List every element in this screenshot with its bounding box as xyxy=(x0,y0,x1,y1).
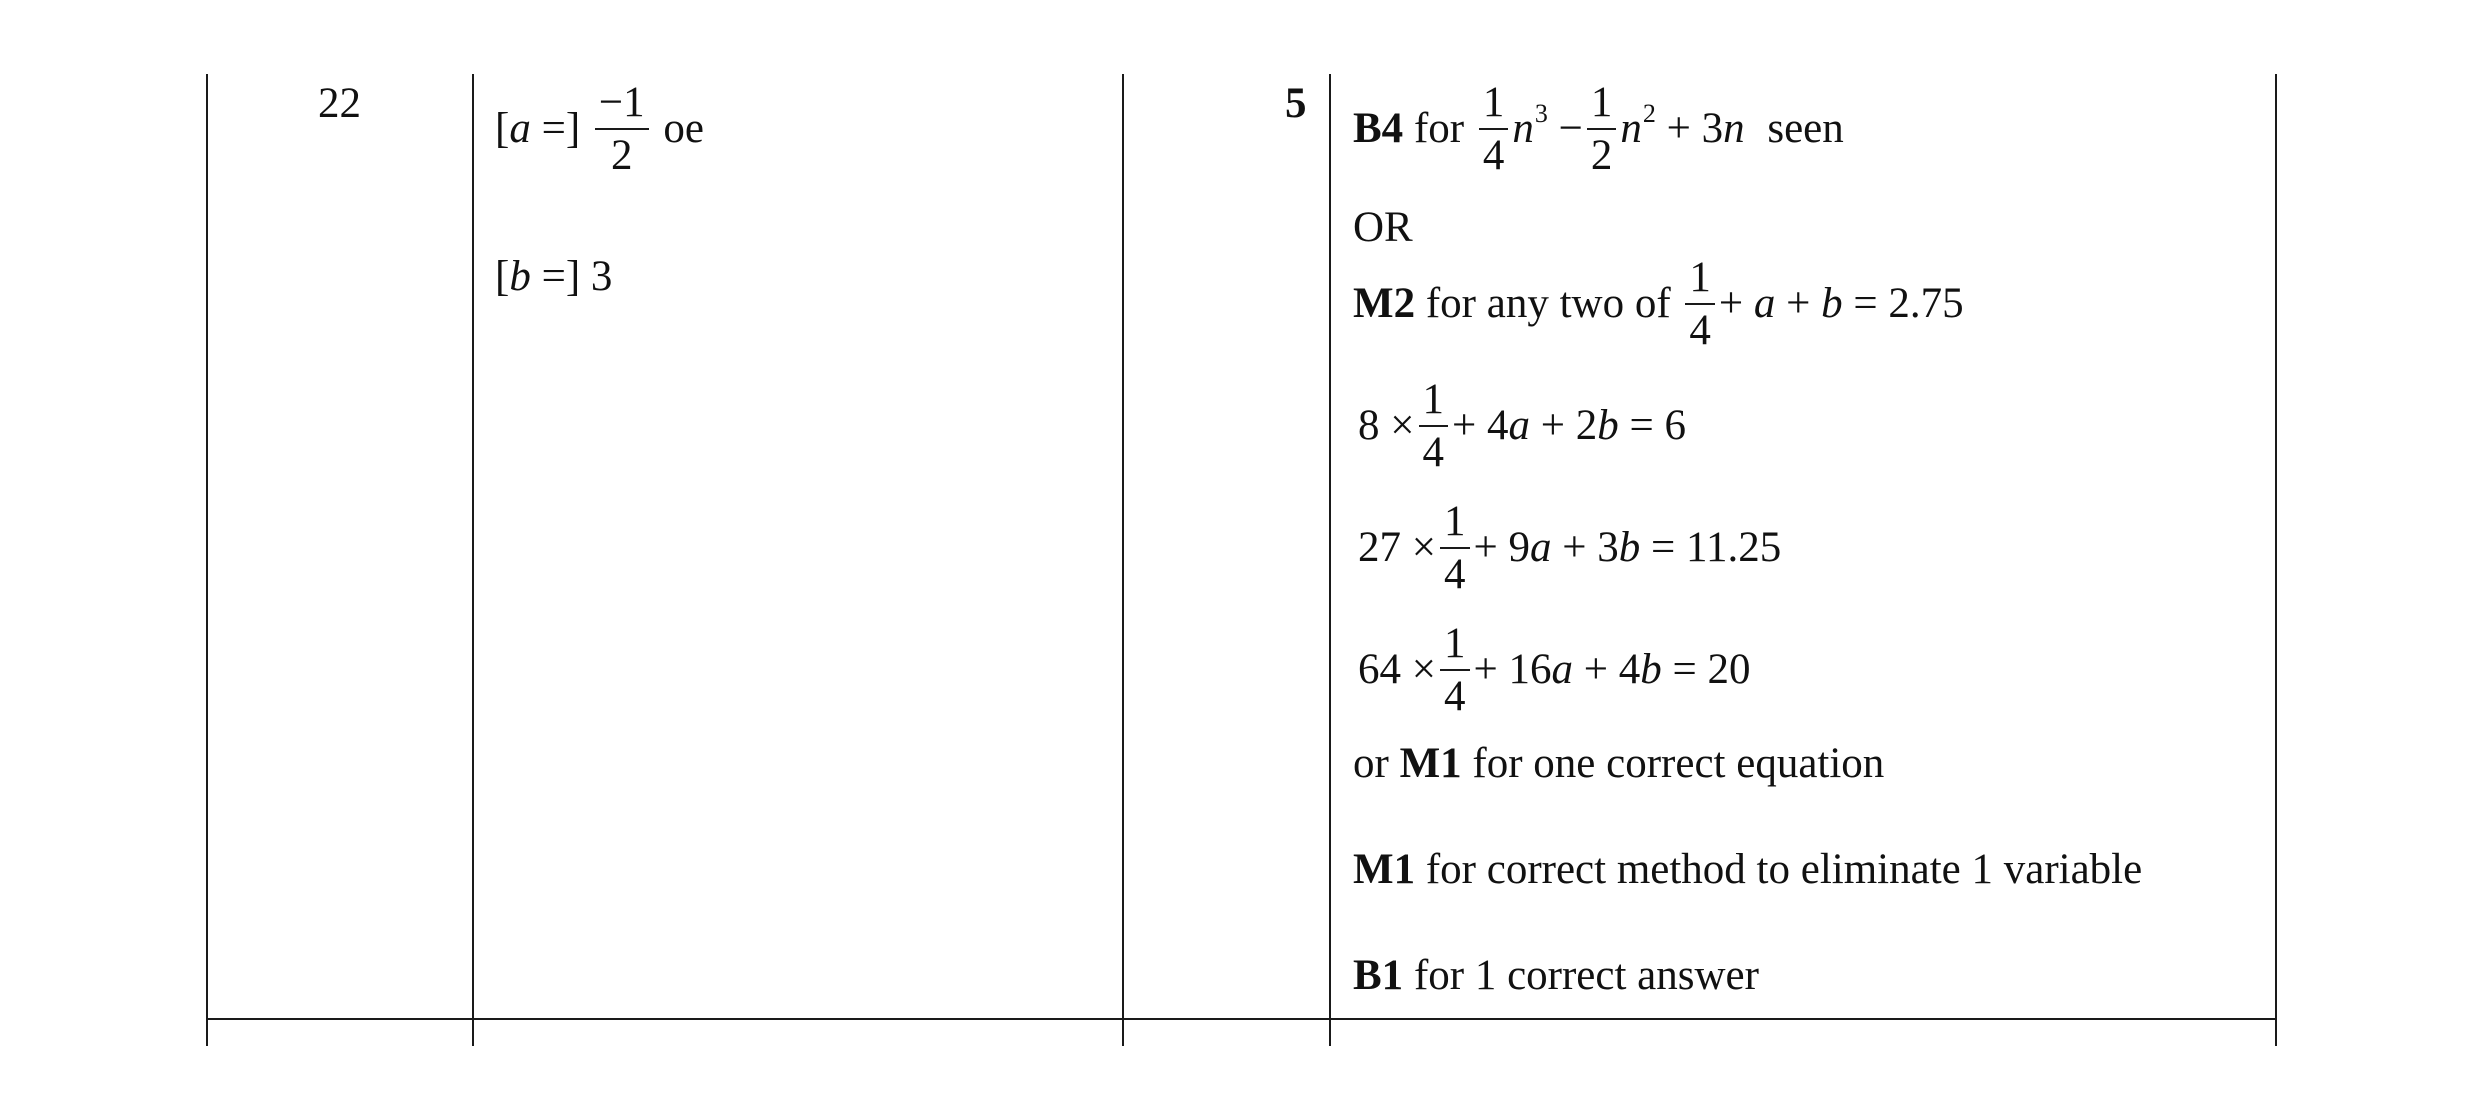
equation-term: + 2 xyxy=(1530,401,1598,449)
row-bottom-border xyxy=(206,1018,2277,1020)
equation-result: = 20 xyxy=(1661,645,1751,693)
fraction-numerator: 1 xyxy=(1440,500,1470,549)
m2-text: for any two of xyxy=(1425,279,1671,327)
marks-total: 5 xyxy=(1285,80,1307,127)
notes-line-m1-eliminate xyxy=(1353,848,2142,891)
mark-code-m2: M2 xyxy=(1353,279,1416,327)
equation-lead: 27 × xyxy=(1358,523,1437,571)
equation-term: + 9 xyxy=(1473,523,1531,571)
answer-b xyxy=(495,255,612,298)
mark-code-b4: B4 xyxy=(1353,104,1404,152)
question-number: 22 xyxy=(318,80,361,127)
fraction-denominator: 4 xyxy=(1444,551,1466,598)
fraction-numerator: 1 xyxy=(1685,256,1715,305)
minus-sign: − xyxy=(1558,104,1583,152)
equation-term: + 4 xyxy=(1573,645,1641,693)
var-b: b xyxy=(1618,523,1641,571)
fraction-one-quarter xyxy=(1440,622,1470,718)
var-a: a xyxy=(1530,523,1552,571)
notes-line-b4 xyxy=(1353,79,1844,180)
or-prefix: or xyxy=(1353,740,1389,787)
table-border-left xyxy=(206,74,208,1046)
plus-three: + 3 xyxy=(1666,104,1724,152)
fraction-denominator: 4 xyxy=(1482,132,1505,179)
equals-value: = 2.75 xyxy=(1842,279,1964,327)
notes-line-m2 xyxy=(1353,254,1964,355)
mark-code-m1: M1 xyxy=(1353,846,1416,893)
answer-a-suffix: oe xyxy=(663,104,705,152)
m1-eliminate-text: for correct method to eliminate 1 variable xyxy=(1425,846,2143,893)
var-b: b xyxy=(1597,401,1619,449)
equation-lead: 64 × xyxy=(1358,645,1437,693)
answer-b-label-open: [ xyxy=(495,253,510,300)
notes-line-b1 xyxy=(1353,954,1759,997)
fraction-denominator: 2 xyxy=(1590,132,1613,179)
equation-term: + 3 xyxy=(1551,523,1619,571)
column-divider-3 xyxy=(1329,74,1331,1046)
equation-4 xyxy=(1358,620,1751,721)
exponent-2: 2 xyxy=(1642,98,1656,128)
var-n-cubed: n xyxy=(1512,104,1534,152)
column-divider-2 xyxy=(1122,74,1124,1046)
answer-a xyxy=(495,79,705,180)
var-a: a xyxy=(1753,279,1776,327)
seen-text: seen xyxy=(1767,104,1844,152)
equation-lead: 8 × xyxy=(1358,401,1415,449)
answer-a-numerator: −1 xyxy=(595,81,649,130)
fraction-one-quarter xyxy=(1685,256,1715,352)
answer-b-value: 3 xyxy=(590,253,613,300)
fraction-one-half xyxy=(1587,81,1617,177)
equation-3 xyxy=(1358,498,1782,599)
fraction-one-quarter xyxy=(1440,500,1470,596)
plus-sign: + xyxy=(1775,279,1822,327)
fraction-denominator: 4 xyxy=(1689,307,1711,354)
fraction-one-quarter xyxy=(1419,378,1449,474)
var-n: n xyxy=(1723,104,1745,152)
equation-result: = 11.25 xyxy=(1640,523,1782,571)
var-n-squared: n xyxy=(1620,104,1642,152)
m1-text: for one correct equation xyxy=(1472,740,1885,787)
equation-term: + 16 xyxy=(1473,645,1552,693)
equation-2 xyxy=(1358,376,1687,477)
answer-a-variable: a xyxy=(509,104,531,152)
equation-result: = 6 xyxy=(1618,401,1687,449)
var-a: a xyxy=(1508,401,1531,449)
b1-text: for 1 correct answer xyxy=(1413,952,1759,999)
answer-a-denominator: 2 xyxy=(611,132,633,179)
equation-term: + 4 xyxy=(1452,401,1509,449)
mark-code-b1: B1 xyxy=(1353,952,1404,999)
var-a: a xyxy=(1551,645,1574,693)
fraction-numerator: 1 xyxy=(1419,378,1449,427)
notes-or: OR xyxy=(1353,204,1413,251)
answer-a-label-close: =] xyxy=(530,104,581,152)
fraction-one-quarter xyxy=(1479,81,1509,177)
notes-for-text: for xyxy=(1413,104,1465,152)
table-border-right xyxy=(2275,74,2277,1046)
fraction-denominator: 4 xyxy=(1444,673,1466,720)
fraction-numerator: 1 xyxy=(1479,81,1509,130)
mark-code-m1: M1 xyxy=(1399,740,1462,787)
fraction-numerator: 1 xyxy=(1587,81,1617,130)
answer-a-label-open: [ xyxy=(495,104,510,152)
fraction-denominator: 4 xyxy=(1422,429,1445,476)
notes-line-m1-one-equation xyxy=(1353,742,1884,785)
exponent-3: 3 xyxy=(1534,98,1548,128)
column-divider-1 xyxy=(472,74,474,1046)
var-b: b xyxy=(1821,279,1843,327)
fraction-numerator: 1 xyxy=(1440,622,1470,671)
plus-sign: + xyxy=(1718,279,1754,327)
var-b: b xyxy=(1640,645,1662,693)
answer-a-fraction xyxy=(595,81,649,177)
answer-b-label-close: =] xyxy=(530,253,581,300)
answer-b-variable: b xyxy=(509,253,531,300)
